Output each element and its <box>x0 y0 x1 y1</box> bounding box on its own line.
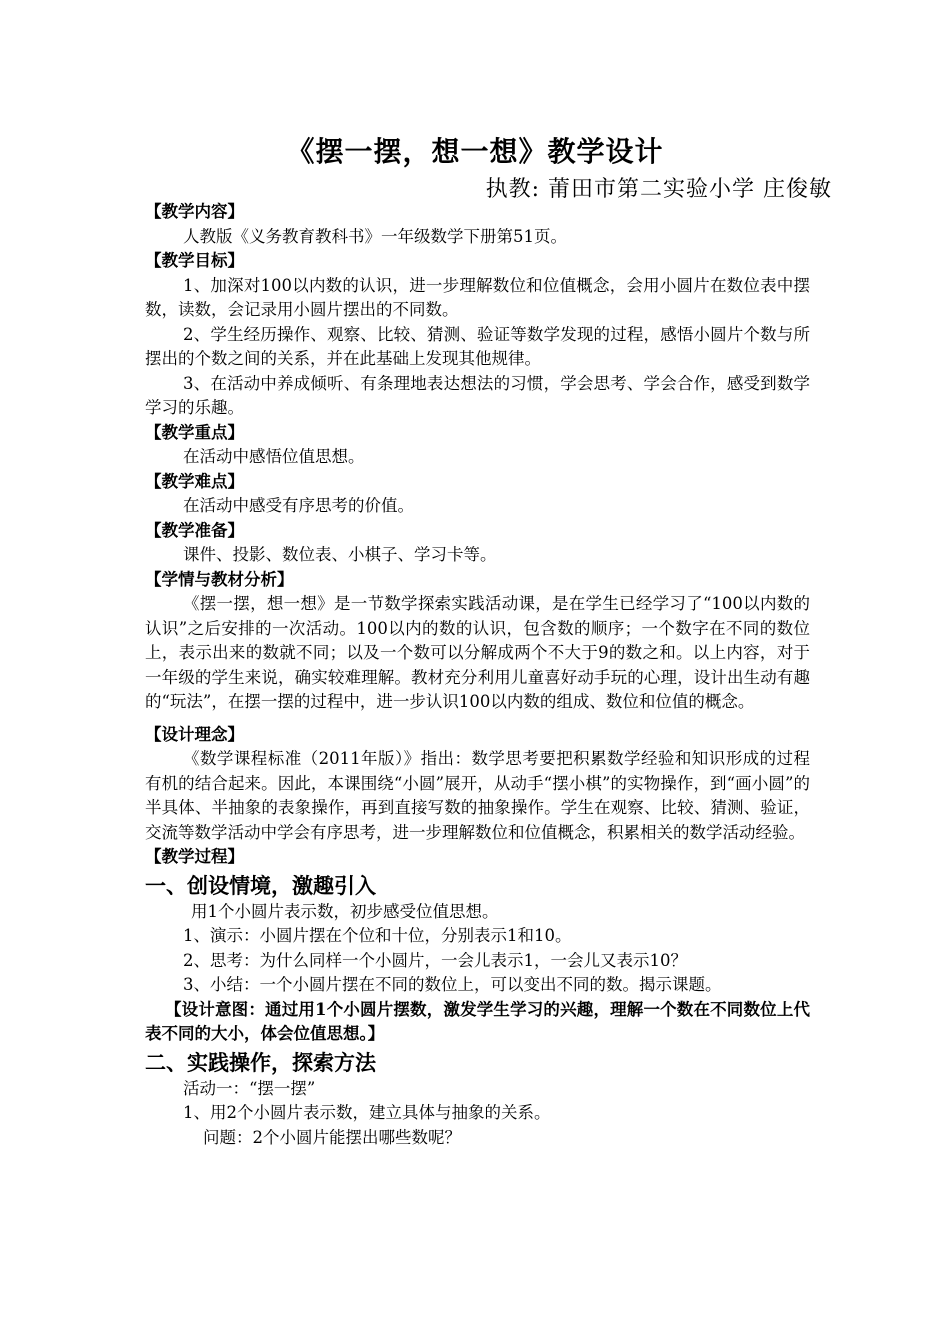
heading-content: 【教学内容】 <box>145 202 244 221</box>
part1-design-intent: 【设计意图：通过用1个小圆片摆数，激发学生学习的兴趣，理解一个数在不同数位上代表不同的大小，体会位值思想。】 <box>145 999 810 1043</box>
part1-step-1: 1、演示：小圆片摆在个位和十位，分别表示1和10。 <box>183 926 572 945</box>
heading-difficulty: 【教学难点】 <box>145 471 244 491</box>
paragraph-key-point: 在活动中感悟位值思想。 <box>183 447 365 466</box>
part1-intro: 用1个小圆片表示数，初步感受位值思想。 <box>191 901 499 921</box>
paragraph-content: 人教版《义务教育教科书》一年级数学下册第51页。 <box>183 226 567 246</box>
paragraph-goal-3: 3、在活动中养成倾听、有条理地表达想法的习惯，学会思考、学会合作，感受到数学学习的乐趣。 <box>145 373 810 417</box>
document-author: 执教: 莆田市第二实验小学 庄俊敏 <box>485 177 832 202</box>
heading-goals: 【教学目标】 <box>145 251 244 270</box>
part1-step-3: 3、小结：一个小圆片摆在不同的数位上，可以变出不同的数。揭示课题。 <box>183 975 722 994</box>
part2-question: 问题：2个小圆片能摆出哪些数呢？ <box>203 1127 461 1147</box>
section-part-2: 二、实践操作，探索方法 <box>145 1049 376 1075</box>
paragraph-preparation: 课件、投影、数位表、小棋子、学习卡等。 <box>183 545 497 564</box>
heading-preparation: 【教学准备】 <box>145 520 244 540</box>
part2-step-1: 1、用2个小圆片表示数，建立具体与抽象的关系。 <box>183 1103 551 1122</box>
part1-step-2: 2、思考：为什么同样一个小圆片，一会儿表示1，一会儿又表示10？ <box>183 950 687 970</box>
document-body <box>145 200 810 1150</box>
heading-process: 【教学过程】 <box>145 847 244 866</box>
paragraph-difficulty: 在活动中感受有序思考的价值。 <box>183 496 414 515</box>
paragraph-goal-1: 1、加深对100以内数的认识，进一步理解数位和位值概念，会用小圆片在数位表中摆数，读数，会记录用小圆片摆出的不同数。 <box>145 275 810 319</box>
section-part-1: 一、创设情境，激趣引入 <box>145 872 376 898</box>
paragraph-design-idea: 《数学课程标准（2011年版）》指出：数学思考要把积累数学经验和知识形成的过程有机的结合起来。因此，本课围绕“小圆”展开，从动手“摆小棋”的实物操作，到“画小圆”的半具体、半抽象的表象操作，再到直接写数的抽象操作。学生在观察、比较、猜测、验证，交流等数学活动中学会有序思考，进一步理解数位和位值概念，积累相关的数学活动经验。 <box>145 749 810 842</box>
paragraph-goal-2: 2、学生经历操作、观察、比较、猜测、验证等数学发现的过程，感悟小圆片个数与所摆出的个数之间的关系，并在此基础上发现其他规律。 <box>145 324 810 368</box>
heading-analysis: 【学情与教材分析】 <box>145 569 294 589</box>
document-title: 《摆一摆，想一想》教学设计 <box>286 135 664 168</box>
heading-key-point: 【教学重点】 <box>145 422 244 442</box>
heading-design-idea: 【设计理念】 <box>145 724 244 744</box>
paragraph-analysis: 《摆一摆，想一想》是一节数学探索实践活动课，是在学生已经学习了“100以内数的认识”之后安排的一次活动。100以内的数的认识，包含数的顺序；一个数字在不同的数位上，表示出来的数就不同；以及一个数可以分解成两个不大于9的数之和。以上内容，对于一年级的学生来说，确实较难理解。教材充分利用儿童喜好动手玩的心理，设计出生动有趣的“玩法”，在摆一摆的过程中，进一步认识100以内数的组成、数位和位值的概念。 <box>145 594 810 711</box>
part2-activity: 活动一：“摆一摆” <box>183 1078 316 1098</box>
